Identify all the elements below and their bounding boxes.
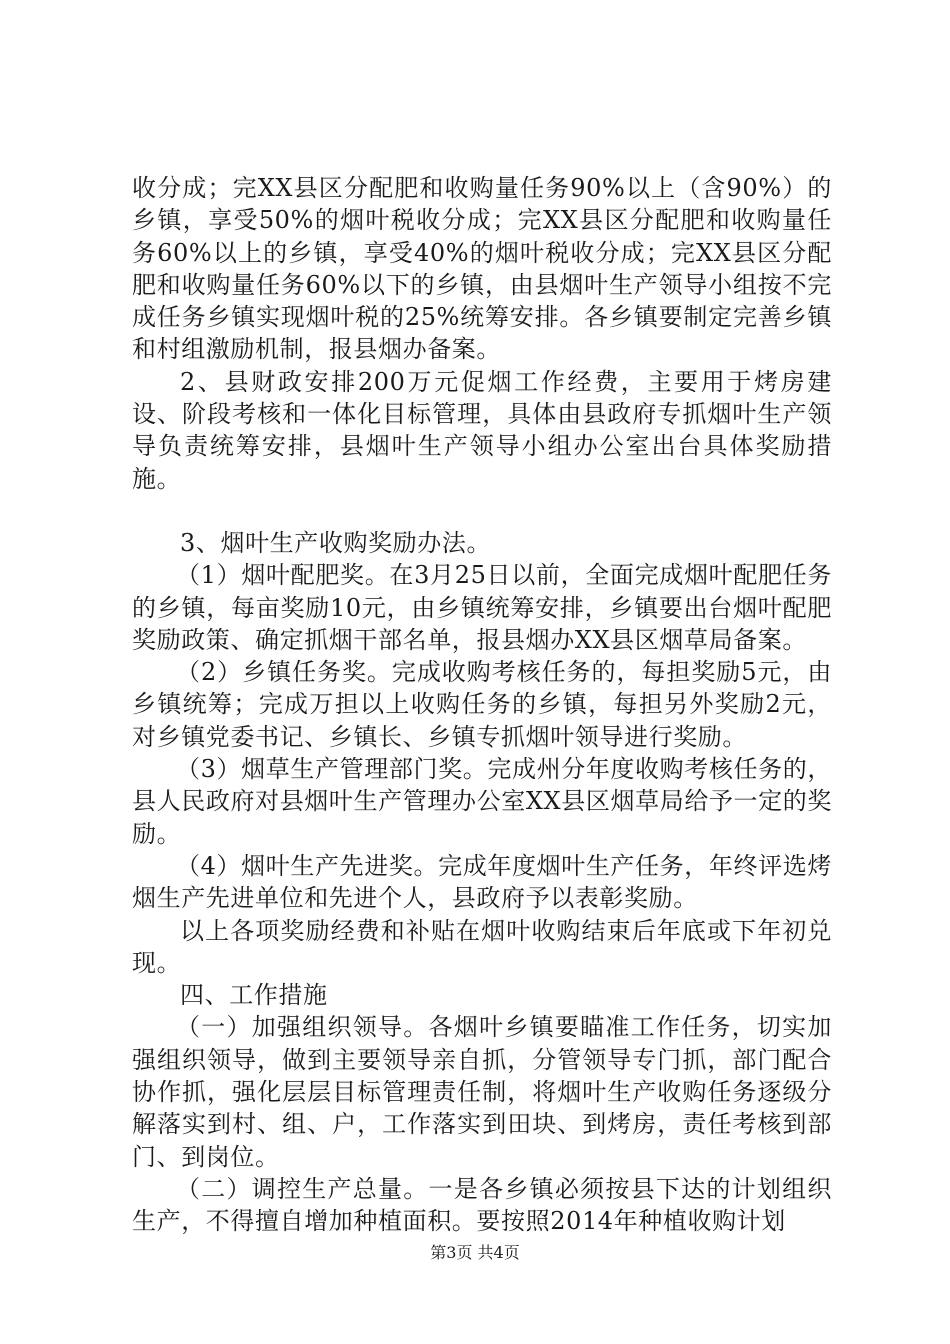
document-body	[132, 172, 832, 1238]
paragraph-finance-fund: 2、县财政安排200万元促烟工作经费，主要用于烤房建设、阶段考核和一体化目标管理，具体由县政府专抓烟叶生产领导负责统筹安排，县烟叶生产领导小组办公室出台具体奖励措施。	[132, 367, 832, 493]
paragraph-management-dept-reward: （3）烟草生产管理部门奖。完成州分年度收购考核任务的，县人民政府对县烟叶生产管理办公室XX县区烟草局给予一定的奖励。	[132, 755, 832, 848]
paragraph-township-task-reward: （2）乡镇任务奖。完成收购考核任务的，每担奖励5元，由乡镇统筹；完成万担以上收购任务的乡镇，每担另外奖励2元，对乡镇党委书记、乡镇长、乡镇专抓烟叶领导进行奖励。	[132, 658, 832, 751]
paragraph-organization-leadership: （一）加强组织领导。各烟叶乡镇要瞄准工作任务，切实加强组织领导，做到主要领导亲自抓，分管领导专门抓，部门配合协作抓，强化层层目标管理责任制，将烟叶生产收购任务逐级分解落实到村、组、户，工作落实到田块、到烤房，责任考核到部门、到岗位。	[132, 1013, 832, 1171]
paragraph-reward-payment: 以上各项奖励经费和补贴在烟叶收购结束后年底或下年初兑现。	[132, 916, 832, 977]
page-number-footer: 第3页 共4页	[430, 1243, 520, 1262]
paragraph-tax-share: 收分成；完XX县区分配肥和收购量任务90%以上（含90%）的乡镇，享受50%的烟叶税收分成；完XX县区分配肥和收购量任务60%以上的乡镇，享受40%的烟叶税收分成；完XX县区分配肥和收购量任务60%以下的乡镇，由县烟叶生产领导小组按不完成任务乡镇实现烟叶税的25%统筹安排。各乡镇要制定完善乡镇和村组激励机制，报县烟办备案。	[132, 174, 832, 364]
section-heading-measures: 四、工作措施	[180, 981, 328, 1010]
paragraph-advanced-reward: （4）烟叶生产先进奖。完成年度烟叶生产任务，年终评选烤烟生产先进单位和先进个人，县政府予以表彰奖励。	[132, 851, 832, 913]
paragraph-reward-methods-heading: 3、烟叶生产收购奖励办法。	[180, 528, 492, 557]
paragraph-spacer	[132, 495, 832, 527]
paragraph-fertilizer-reward: （1）烟叶配肥奖。在3月25日以前，全面完成烟叶配肥任务的乡镇，每亩奖励10元，由乡镇统筹安排，乡镇要出台烟叶配肥奖励政策、确定抓烟干部名单，报县烟办XX县区烟草局备案。	[132, 561, 832, 654]
paragraph-production-control: （二）调控生产总量。一是各乡镇必须按县下达的计划组织生产，不得擅自增加种植面积。要按照2014年种植收购计划	[132, 1174, 832, 1236]
